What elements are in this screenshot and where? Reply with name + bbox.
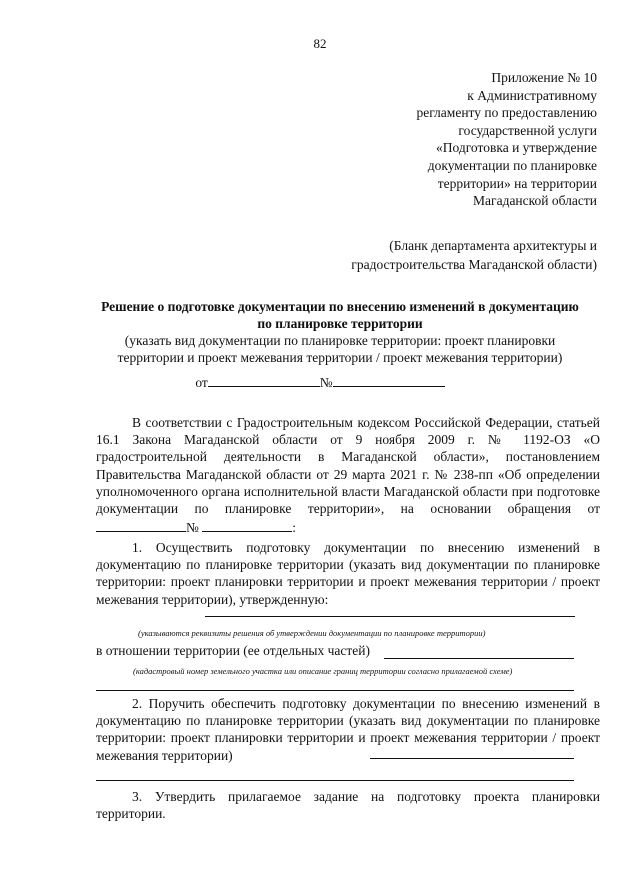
- page-number: 82: [313, 36, 327, 51]
- appendix-line: Приложение № 10: [491, 70, 597, 85]
- intro-paragraph: [96, 414, 600, 536]
- item-1-paragraph: [96, 539, 600, 608]
- date-blank[interactable]: [208, 372, 320, 387]
- item-2-text: 2. Поручить обеспечить подготовку документации по внесению изменений в документацию по планировке территории (указать вид документации по планировке территории: проект планировки территории и проект межевания территории / проект межевания территории): [96, 696, 600, 763]
- request-number-label: №: [186, 520, 199, 536]
- request-date-blank[interactable]: [96, 517, 186, 532]
- appendix-line: регламенту по предоставлению: [416, 105, 597, 121]
- item-2-paragraph: [96, 695, 600, 764]
- title-line: Решение о подготовке документации по внесению изменений в документацию: [101, 299, 579, 314]
- request-number-blank[interactable]: [202, 517, 292, 532]
- territory-note: (кадастровый номер земельного участка или описание границ территории согласно прилагаемой схеме): [133, 666, 513, 676]
- responsible-blank[interactable]: [370, 758, 574, 759]
- title-subline: территории и проект межевания территории / проект межевания территории): [117, 350, 563, 365]
- territory-blank-2[interactable]: [96, 690, 574, 691]
- title-line: по планировке территории: [257, 316, 423, 331]
- colon: :: [292, 520, 297, 536]
- title-subline: (указать вид документации по планировке территории: проект планировки: [124, 333, 556, 348]
- item-3-text: 3. Утвердить прилагаемое задание на подготовку проекта планировки территории.: [96, 789, 600, 822]
- appendix-line: государственной услуги: [458, 122, 597, 138]
- document-title: [80, 298, 600, 366]
- appendix-line: документации по планировке: [427, 157, 597, 173]
- territory-label: в отношении территории (ее отдельных частей): [96, 643, 371, 658]
- number-label: №: [319, 375, 333, 390]
- approval-details-note: (указываются реквизиты решения об утверждении документации по планировке территории): [138, 628, 486, 638]
- approval-details-blank[interactable]: [205, 616, 575, 617]
- date-label: от: [195, 375, 208, 390]
- appendix-line: к Административному: [467, 87, 597, 103]
- appendix-line: «Подготовка и утверждение: [436, 140, 597, 156]
- appendix-header: [337, 69, 597, 210]
- territory-row: [96, 643, 370, 659]
- item-1-text: 1. Осуществить подготовку документации по внесению изменений в документацию по планировке территории (указать вид документации по планировке территории: проект планировки территории и проект межевания территории / проект межевания территории), утвержденную:: [96, 540, 600, 607]
- appendix-line: территории» на территории: [437, 175, 597, 191]
- date-number-line: [0, 372, 640, 391]
- number-blank[interactable]: [333, 372, 445, 387]
- letterhead-placeholder: [297, 236, 597, 274]
- intro-text: В соответствии с Градостроительным кодексом Российской Федерации, статьей 16.1 Закона Магаданской области от 9 ноября 2009 г. № 1192-ОЗ «О градостроительной деятельности в Магаданской области», постановлением Правительства Магаданской области от 29 марта 2021 г. № 238-пп «Об определении уполномоченного органа исполнительной власти Магаданской области при подготовке документации по планировке территории», на основании обращения от: [96, 415, 600, 517]
- letterhead-line: градостроительства Магаданской области): [351, 257, 597, 272]
- responsible-blank-2[interactable]: [96, 780, 574, 781]
- appendix-line: Магаданской области: [473, 193, 597, 209]
- item-3-paragraph: [96, 788, 600, 822]
- territory-blank[interactable]: [384, 658, 574, 659]
- letterhead-line: (Бланк департамента архитектуры и: [389, 238, 597, 253]
